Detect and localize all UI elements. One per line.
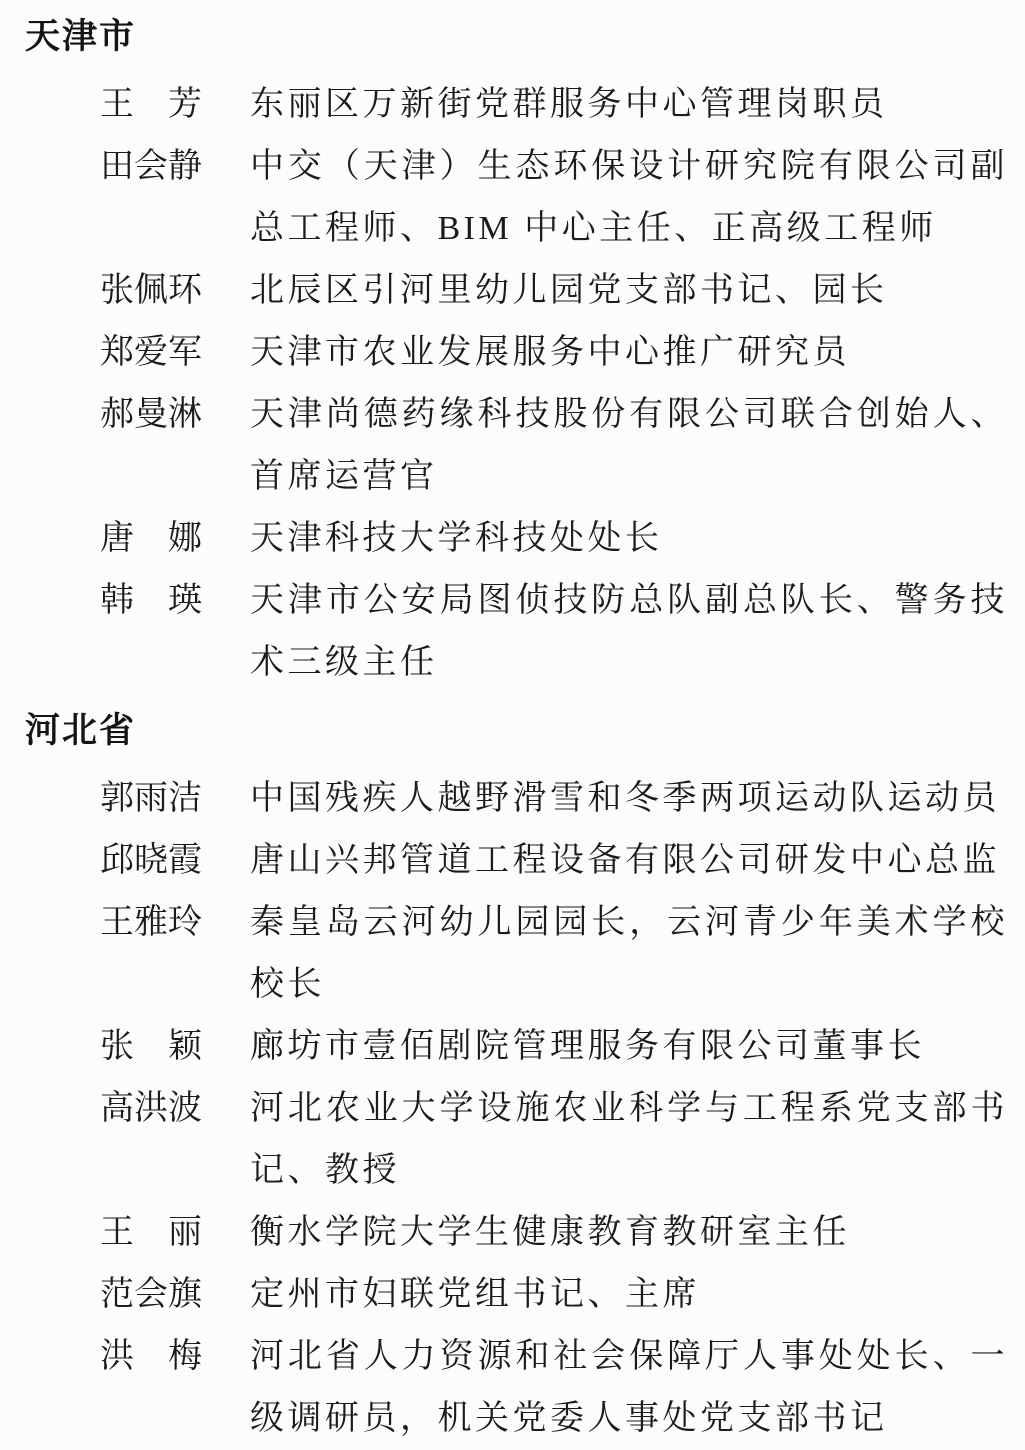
- entry-name: 王雅玲: [100, 904, 202, 941]
- section-header: 河北省: [25, 711, 137, 750]
- entry-name: 邱晓霞: [100, 842, 202, 879]
- entry-description: 天津市农业发展服务中心推广研究员: [250, 334, 850, 371]
- entry-description: 天津尚德药缘科技股份有限公司联合创始人、首席运营官: [250, 396, 1008, 495]
- entry-name: 郭雨洁: [100, 780, 202, 817]
- entry-description: 河北省人力资源和社会保障厅人事处处长、一级调研员，机关党委人事处党支部书记: [250, 1338, 1008, 1437]
- entry-description: 衡水学院大学生健康教育教研室主任: [250, 1214, 850, 1251]
- entry-name: 高洪波: [100, 1090, 202, 1127]
- entry-row: [25, 260, 1008, 322]
- entry-row: [25, 830, 1008, 892]
- entry-row: [25, 570, 1008, 694]
- entry-row: [25, 384, 1008, 508]
- entry-description: 河北农业大学设施农业科学与工程系党支部书记、教授: [250, 1090, 1008, 1189]
- entry-description: 中国残疾人越野滑雪和冬季两项运动队运动员: [250, 780, 1000, 817]
- entry-name: 郑爱军: [100, 334, 202, 371]
- entry-description: 东丽区万新街党群服务中心管理岗职员: [250, 86, 888, 123]
- entry-name: 范会旗: [100, 1276, 202, 1313]
- entry-row: [25, 74, 1008, 136]
- entry-description: 北辰区引河里幼儿园党支部书记、园长: [250, 272, 888, 309]
- entry-row: [25, 1078, 1008, 1202]
- entry-row: [25, 1202, 1008, 1264]
- entry-row: [25, 768, 1008, 830]
- entry-description: 中交（天津）生态环保设计研究院有限公司副总工程师、BIM 中心主任、正高级工程师: [250, 148, 1008, 247]
- entry-row: [25, 508, 1008, 570]
- entry-name: 韩 瑛: [100, 582, 202, 619]
- entry-name: 王 丽: [100, 1214, 202, 1251]
- entry-name: 郝曼淋: [100, 396, 202, 433]
- entry-row: [25, 1326, 1008, 1450]
- entry-row: [25, 1016, 1008, 1078]
- section-hebei: [25, 700, 1008, 1450]
- entry-name: 洪 梅: [100, 1338, 202, 1375]
- entry-name: 张 颖: [100, 1028, 202, 1065]
- entry-description: 天津市公安局图侦技防总队副总队长、警务技术三级主任: [250, 582, 1008, 681]
- entry-description: 定州市妇联党组书记、主席: [250, 1276, 700, 1313]
- entry-name: 唐 娜: [100, 520, 202, 557]
- entry-row: [25, 1264, 1008, 1326]
- entry-name: 王 芳: [100, 86, 202, 123]
- entry-row: [25, 322, 1008, 384]
- section-header: 天津市: [25, 17, 137, 56]
- entry-name: 张佩环: [100, 272, 202, 309]
- entry-description: 廊坊市壹佰剧院管理服务有限公司董事长: [250, 1028, 925, 1065]
- entry-description: 秦皇岛云河幼儿园园长，云河青少年美术学校校长: [250, 904, 1008, 1003]
- entry-row: [25, 892, 1008, 1016]
- entry-description: 天津科技大学科技处处长: [250, 520, 663, 557]
- entry-name: 田会静: [100, 148, 202, 185]
- entry-description: 唐山兴邦管道工程设备有限公司研发中心总监: [250, 842, 1000, 879]
- section-tianjin: [25, 6, 1008, 694]
- entry-row: [25, 136, 1008, 260]
